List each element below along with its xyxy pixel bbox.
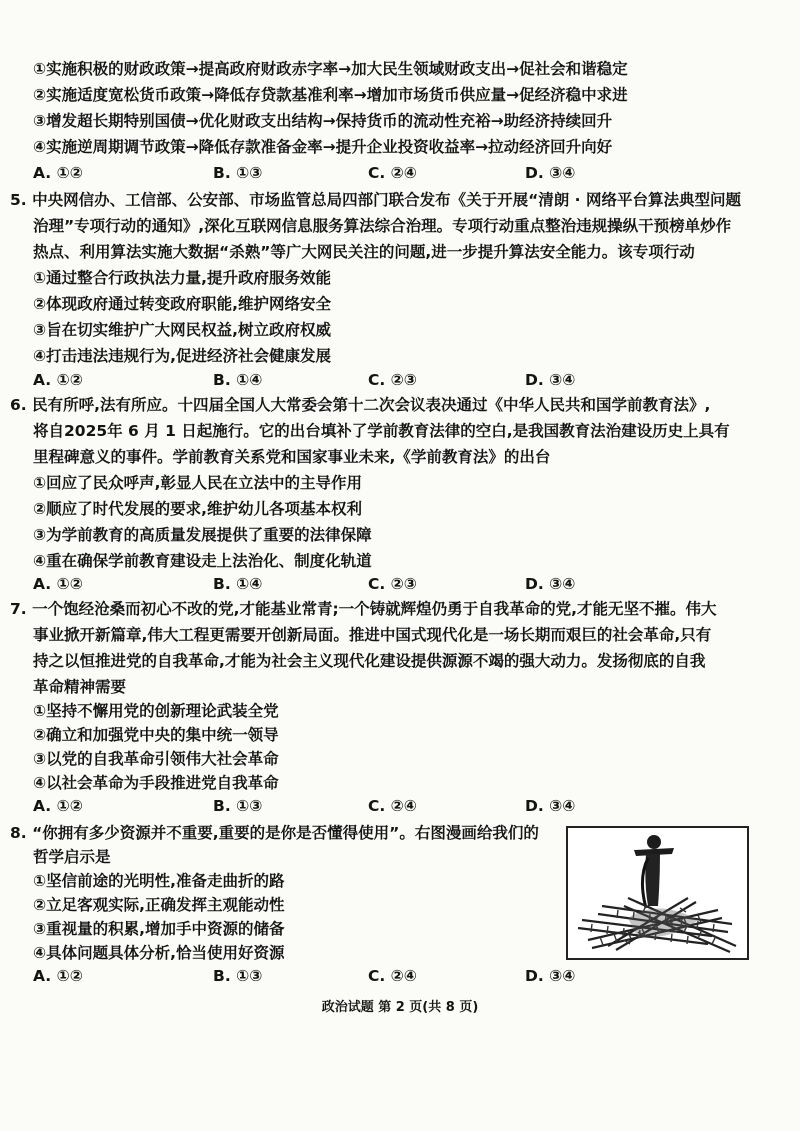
q5-option-b: B. ①④ <box>213 371 263 389</box>
q5-choice-2: ②体现政府通过转变政府职能,维护网络安全 <box>33 295 332 313</box>
ladder-pile-cartoon-icon <box>568 828 747 958</box>
q6-option-a: A. ①② <box>33 575 83 593</box>
q6-choice-2: ②顺应了时代发展的要求,维护幼儿各项基本权利 <box>33 500 363 518</box>
q7-stem-line-1: 7. 一个饱经沧桑而初心不改的党,才能基业常青;一个铸就辉煌仍勇于自我革命的党,才能无坚不摧。伟大 <box>10 600 717 618</box>
q4-option-b: B. ①③ <box>213 164 263 182</box>
q6-stem-line-1: 6. 民有所呼,法有所应。十四届全国人大常委会第十二次会议表决通过《中华人民共和国学前教育法》, <box>10 396 711 414</box>
q8-choice-2: ②立足客观实际,正确发挥主观能动性 <box>33 896 285 914</box>
q8-choice-1: ①坚信前途的光明性,准备走曲折的路 <box>33 872 285 890</box>
q7-stem-line-4: 革命精神需要 <box>33 678 127 696</box>
q7-choice-3: ③以党的自我革命引领伟大社会革命 <box>33 750 279 768</box>
q5-option-c: C. ②③ <box>368 371 417 389</box>
q4-option-a: A. ①② <box>33 164 83 182</box>
q6-stem-line-3: 里程碑意义的事件。学前教育关系党和国家事业未来,《学前教育法》的出台 <box>33 448 551 466</box>
q4-choice-1: ①实施积极的财政政策→提高政府财政赤字率→加大民生领域财政支出→促社会和谐稳定 <box>33 60 628 78</box>
q7-option-b: B. ①③ <box>213 797 263 815</box>
q6-option-b: B. ①④ <box>213 575 263 593</box>
q6-choice-1: ①回应了民众呼声,彰显人民在立法中的主导作用 <box>33 474 363 492</box>
q6-choice-3: ③为学前教育的高质量发展提供了重要的法律保障 <box>33 526 372 544</box>
page-footer: 政治试题 第 2 页(共 8 页) <box>321 1000 479 1015</box>
q8-option-c: C. ②④ <box>368 967 417 985</box>
q7-stem-line-3: 持之以恒推进党的自我革命,才能为社会主义现代化建设提供源源不竭的强大动力。发扬彻底的自我 <box>33 652 706 670</box>
q5-stem-line-2: 治理”专项行动的通知》,深化互联网信息服务算法综合治理。专项行动重点整治违规操纵干预榜单炒作 <box>33 217 732 235</box>
q7-option-a: A. ①② <box>33 797 83 815</box>
q5-stem-line-1: 5. 中央网信办、工信部、公安部、市场监管总局四部门联合发布《关于开展“清朗 · 网络平台算法典型问题 <box>10 191 741 209</box>
q5-choice-3: ③旨在切实维护广大网民权益,树立政府权威 <box>33 321 332 339</box>
q5-stem-line-3: 热点、利用算法实施大数据“杀熟”等广大网民关注的问题,进一步提升算法安全能力。该专项行动 <box>33 243 695 261</box>
q7-choice-1: ①坚持不懈用党的创新理论武装全党 <box>33 702 279 720</box>
q6-choice-4: ④重在确保学前教育建设走上法治化、制度化轨道 <box>33 552 372 570</box>
q6-stem-line-2: 将自2025年 6 月 1 日起施行。它的出台填补了学前教育法律的空白,是我国教育法治建设历史上具有 <box>33 422 730 440</box>
q7-choice-2: ②确立和加强党中央的集中统一领导 <box>33 726 279 744</box>
q6-option-c: C. ②③ <box>368 575 417 593</box>
q4-choice-3: ③增发超长期特别国债→优化财政支出结构→保持货币的流动性充裕→助经济持续回升 <box>33 112 613 130</box>
q4-choice-2: ②实施适度宽松货币政策→降低存贷款基准利率→增加市场货币供应量→促经济稳中求进 <box>33 86 628 104</box>
q5-choice-1: ①通过整合行政执法力量,提升政府服务效能 <box>33 269 332 287</box>
q7-stem-line-2: 事业掀开新篇章,伟大工程更需要开创新局面。推进中国式现代化是一场长期而艰巨的社会革命,只有 <box>33 626 712 644</box>
q5-choice-4: ④打击违法违规行为,促进经济社会健康发展 <box>33 347 332 365</box>
comic-illustration <box>566 826 749 960</box>
q8-stem-line-1: 8. “你拥有多少资源并不重要,重要的是你是否懂得使用”。右图漫画给我们的 <box>10 824 539 842</box>
q8-option-d: D. ③④ <box>525 967 576 985</box>
q4-choice-4: ④实施逆周期调节政策→降低存款准备金率→提升企业投资收益率→拉动经济回升向好 <box>33 138 613 156</box>
q8-stem-line-2: 哲学启示是 <box>33 848 111 866</box>
q8-option-a: A. ①② <box>33 967 83 985</box>
q4-option-d: D. ③④ <box>525 164 576 182</box>
q5-option-a: A. ①② <box>33 371 83 389</box>
q5-option-d: D. ③④ <box>525 371 576 389</box>
q7-choice-4: ④以社会革命为手段推进党自我革命 <box>33 774 279 792</box>
q4-option-c: C. ②④ <box>368 164 417 182</box>
q6-option-d: D. ③④ <box>525 575 576 593</box>
q7-option-c: C. ②④ <box>368 797 417 815</box>
q8-choice-3: ③重视量的积累,增加手中资源的储备 <box>33 920 285 938</box>
q8-option-b: B. ①③ <box>213 967 263 985</box>
q8-choice-4: ④具体问题具体分析,恰当使用好资源 <box>33 944 285 962</box>
q7-option-d: D. ③④ <box>525 797 576 815</box>
